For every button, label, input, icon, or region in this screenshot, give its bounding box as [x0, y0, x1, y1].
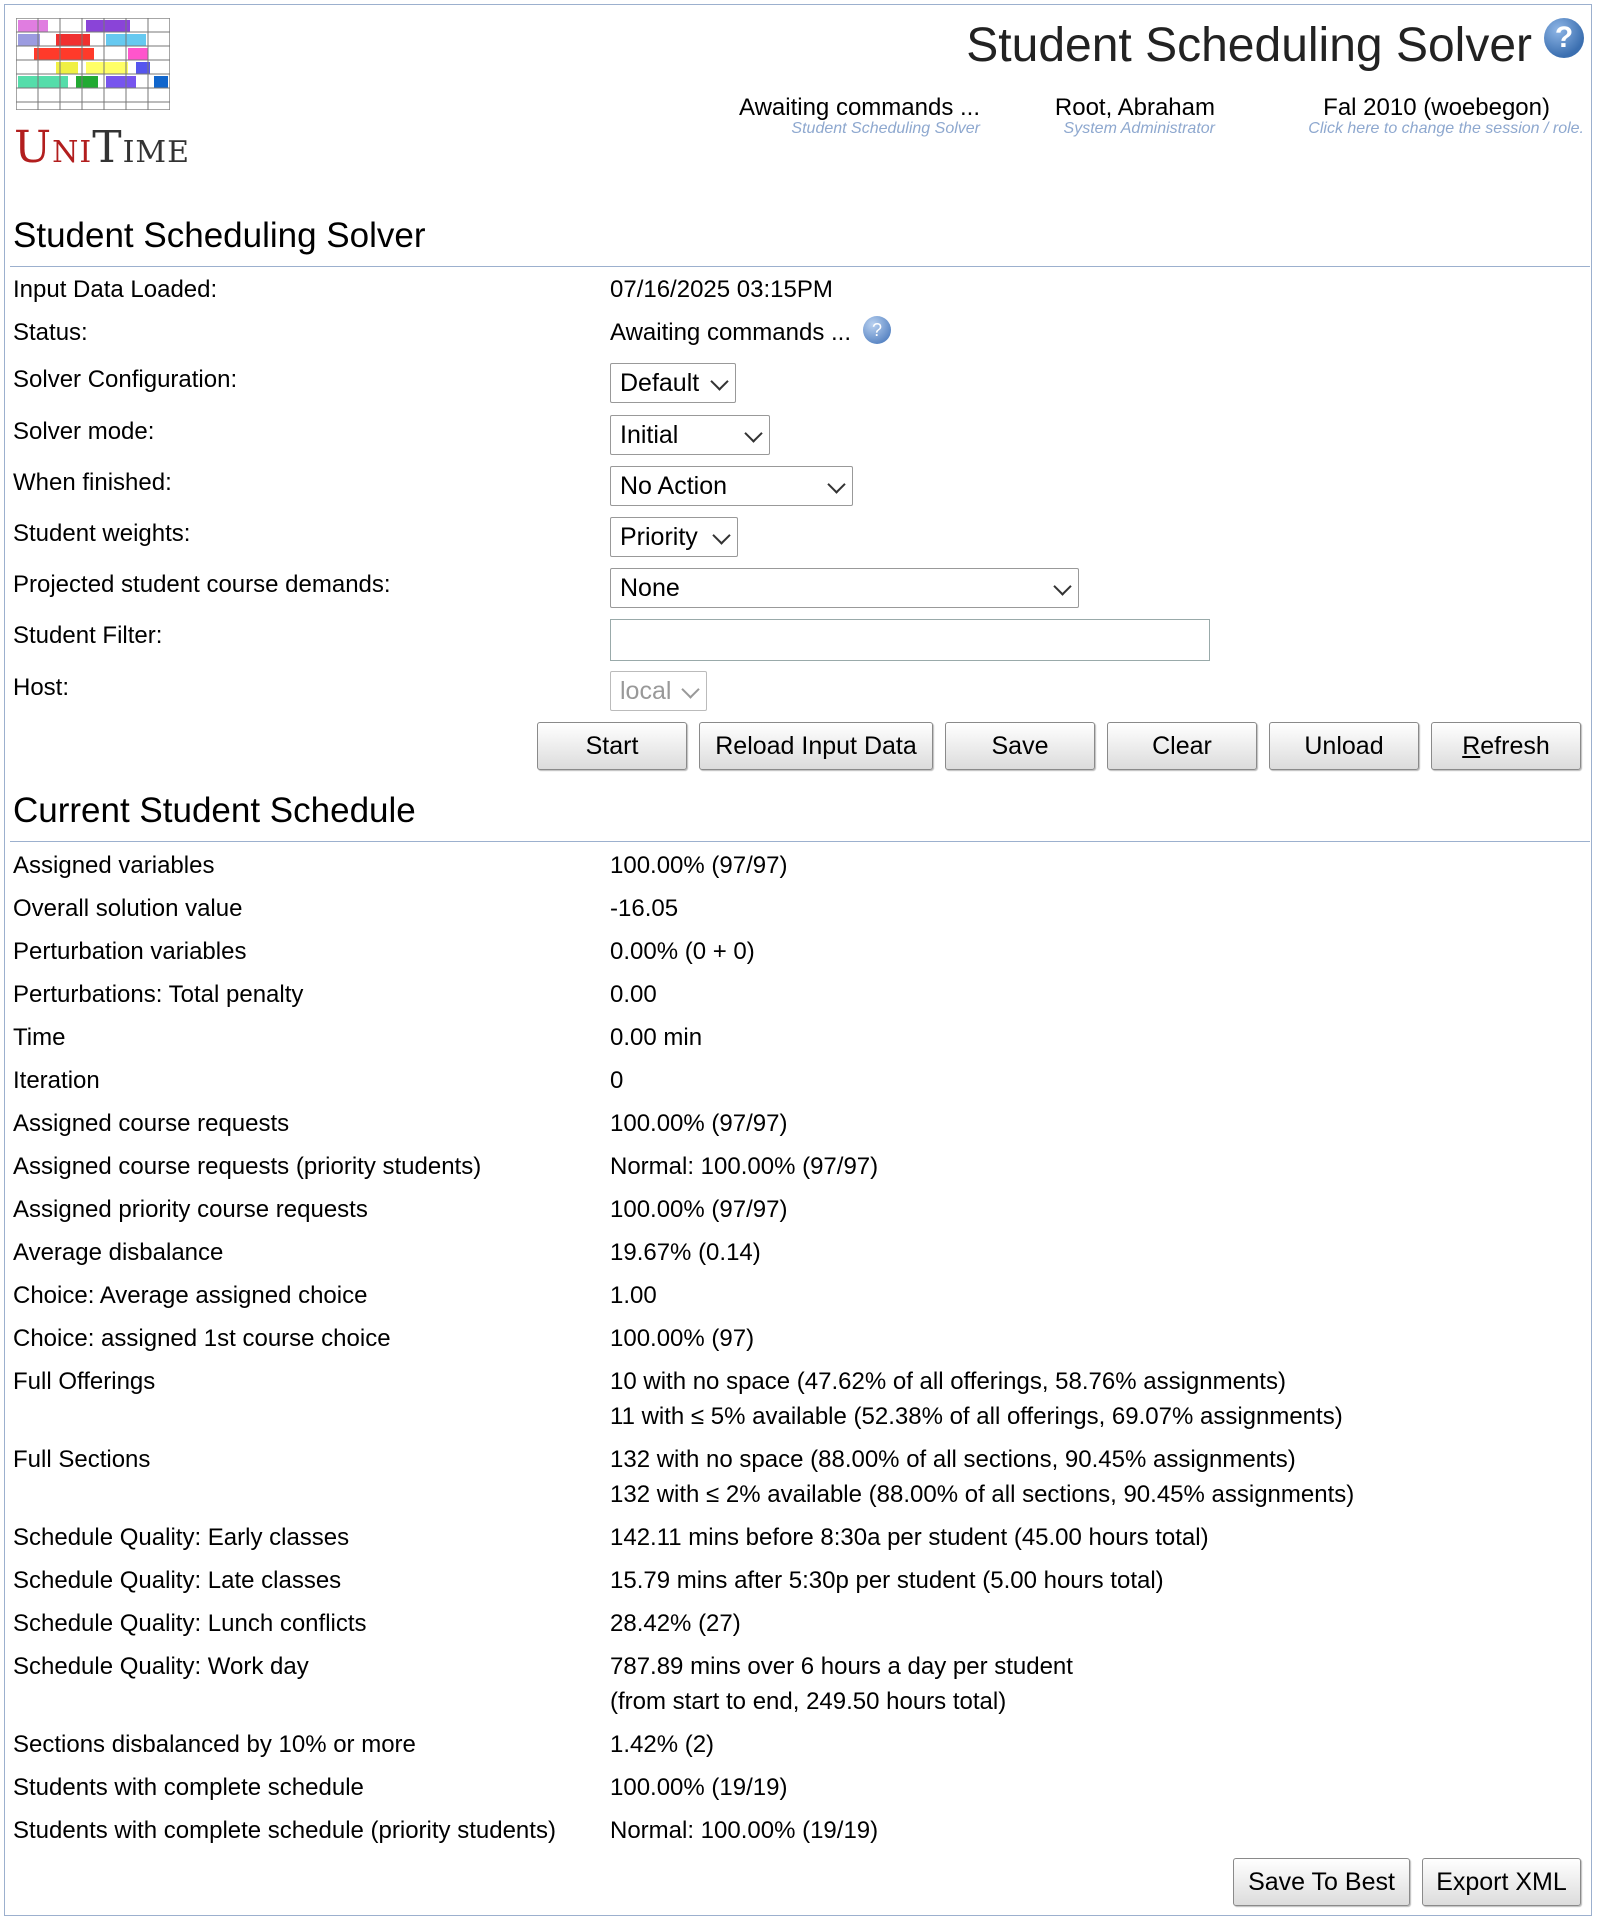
solver-mode-value: Initial: [620, 421, 679, 449]
logo-grid-icon: [16, 18, 170, 110]
row-label: Assigned priority course requests: [13, 1196, 368, 1223]
refresh-accesskey: R: [1462, 732, 1481, 760]
row-label: Schedule Quality: Early classes: [13, 1524, 350, 1551]
chevron-down-icon: [827, 475, 845, 493]
row-label: Perturbations: Total penalty: [13, 981, 304, 1008]
row-value: 100.00% (97/97): [610, 1196, 788, 1223]
row-value: 19.67% (0.14): [610, 1239, 761, 1266]
row-label: Full Sections: [13, 1446, 151, 1473]
host-value: local: [620, 677, 672, 705]
row-label: Sections disbalanced by 10% or more: [13, 1731, 416, 1758]
row-value: 0.00: [610, 981, 657, 1008]
row-label: Iteration: [13, 1067, 100, 1094]
row-value: 1.42% (2): [610, 1731, 715, 1758]
row-label: Assigned course requests (priority students): [13, 1153, 482, 1180]
row-label: Assigned variables: [13, 852, 215, 879]
status-label: Status:: [13, 319, 88, 346]
save-to-best-button[interactable]: Save To Best: [1233, 1858, 1410, 1906]
user-role: System Administrator: [1063, 120, 1215, 137]
refresh-label-rest: efresh: [1480, 732, 1550, 760]
row-value: 132 with no space (88.00% of all sections, 90.45% assignments): [610, 1446, 1296, 1473]
input-loaded-label: Input Data Loaded:: [13, 276, 218, 303]
filter-label: Student Filter:: [13, 622, 163, 649]
section-divider: [10, 841, 1590, 842]
row-value: 100.00% (97/97): [610, 852, 788, 879]
student-filter-input[interactable]: [610, 619, 1210, 661]
chevron-down-icon: [712, 526, 730, 544]
status-value-wrap: [610, 319, 891, 347]
row-label: Overall solution value: [13, 895, 243, 922]
unitime-logo[interactable]: [14, 18, 191, 178]
unload-button[interactable]: Unload: [1269, 722, 1419, 770]
session-name: Fal 2010 (woebegon): [1323, 94, 1550, 121]
student-weights-value: Priority: [620, 523, 698, 551]
projected-demands-value: None: [620, 574, 680, 602]
solver-section-title: Student Scheduling Solver: [13, 216, 426, 255]
row-value-line2: 132 with ≤ 2% available (88.00% of all sections, 90.45% assignments): [610, 1481, 1355, 1508]
host-label: Host:: [13, 674, 70, 701]
finished-label: When finished:: [13, 469, 172, 496]
row-value: 100.00% (97/97): [610, 1110, 788, 1137]
row-label: Average disbalance: [13, 1239, 224, 1266]
export-xml-button[interactable]: Export XML: [1422, 1858, 1581, 1906]
solver-status-subtext: Student Scheduling Solver: [791, 120, 980, 137]
when-finished-value: No Action: [620, 472, 728, 500]
row-value: 142.11 mins before 8:30a per student (45.00 hours total): [610, 1524, 1209, 1551]
solver-config-value: Default: [620, 369, 700, 397]
row-label: Schedule Quality: Lunch conflicts: [13, 1610, 367, 1637]
user-name: Root, Abraham: [1054, 94, 1215, 121]
row-value: 15.79 mins after 5:30p per student (5.00 hours total): [610, 1567, 1164, 1594]
row-label: Schedule Quality: Late classes: [13, 1567, 342, 1594]
solver-config-select[interactable]: [610, 363, 736, 403]
mode-label: Solver mode:: [13, 418, 155, 445]
row-value: 100.00% (19/19): [610, 1774, 788, 1801]
session-change-hint: Click here to change the session / role.: [1308, 120, 1584, 137]
row-value-line2: 11 with ≤ 5% available (52.38% of all offerings, 69.07% assignments): [610, 1403, 1343, 1430]
refresh-button[interactable]: [1431, 722, 1581, 770]
page-header-title: Student Scheduling Solver: [966, 19, 1532, 72]
save-button[interactable]: Save: [945, 722, 1095, 770]
chevron-down-icon: [744, 424, 762, 442]
row-label: Choice: Average assigned choice: [13, 1282, 368, 1309]
row-value: 0.00% (0 + 0): [610, 938, 755, 965]
chevron-down-icon: [681, 680, 699, 698]
row-label: Students with complete schedule: [13, 1774, 364, 1801]
chevron-down-icon: [710, 372, 728, 390]
row-value: 787.89 mins over 6 hours a day per student: [610, 1653, 1073, 1680]
row-label: Assigned course requests: [13, 1110, 290, 1137]
row-value-line2: (from start to end, 249.50 hours total): [610, 1688, 1007, 1715]
help-icon[interactable]: ?: [1544, 18, 1584, 58]
row-value: 100.00% (97): [610, 1325, 755, 1352]
projected-demands-select[interactable]: [610, 568, 1079, 608]
user-indicator[interactable]: [1055, 94, 1215, 138]
when-finished-select[interactable]: [610, 466, 853, 506]
row-label: Perturbation variables: [13, 938, 247, 965]
row-value: Normal: 100.00% (19/19): [610, 1817, 879, 1844]
row-value: 10 with no space (47.62% of all offerings, 58.76% assignments): [610, 1368, 1286, 1395]
row-value: -16.05: [610, 895, 679, 922]
status-help-icon[interactable]: ?: [863, 316, 891, 344]
start-button[interactable]: Start: [537, 722, 687, 770]
host-select: [610, 671, 707, 711]
row-label: Time: [13, 1024, 66, 1051]
row-value: 1.00: [610, 1282, 657, 1309]
projected-label: Projected student course demands:: [13, 571, 391, 598]
student-weights-select[interactable]: [610, 517, 738, 557]
solver-mode-select[interactable]: [610, 415, 770, 455]
row-label: Students with complete schedule (priority students): [13, 1817, 556, 1844]
section-divider: [10, 266, 1590, 267]
session-selector[interactable]: [1308, 94, 1584, 138]
row-label: Full Offerings: [13, 1368, 156, 1395]
row-value: 0: [610, 1067, 624, 1094]
row-label: Choice: assigned 1st course choice: [13, 1325, 391, 1352]
row-value: 0.00 min: [610, 1024, 703, 1051]
solver-status-indicator[interactable]: [739, 94, 980, 138]
reload-input-data-button[interactable]: Reload Input Data: [699, 722, 933, 770]
schedule-section-title: Current Student Schedule: [13, 791, 416, 830]
logo-text: UNITIME: [14, 122, 191, 173]
solver-status-text: Awaiting commands ...: [739, 94, 980, 121]
chevron-down-icon: [1053, 577, 1071, 595]
clear-button[interactable]: Clear: [1107, 722, 1257, 770]
status-value: Awaiting commands ...: [610, 319, 851, 346]
input-loaded-value: 07/16/2025 03:15PM: [610, 276, 833, 303]
weights-label: Student weights:: [13, 520, 191, 547]
config-label: Solver Configuration:: [13, 366, 238, 393]
row-value: 28.42% (27): [610, 1610, 741, 1637]
row-value: Normal: 100.00% (97/97): [610, 1153, 879, 1180]
row-label: Schedule Quality: Work day: [13, 1653, 309, 1680]
